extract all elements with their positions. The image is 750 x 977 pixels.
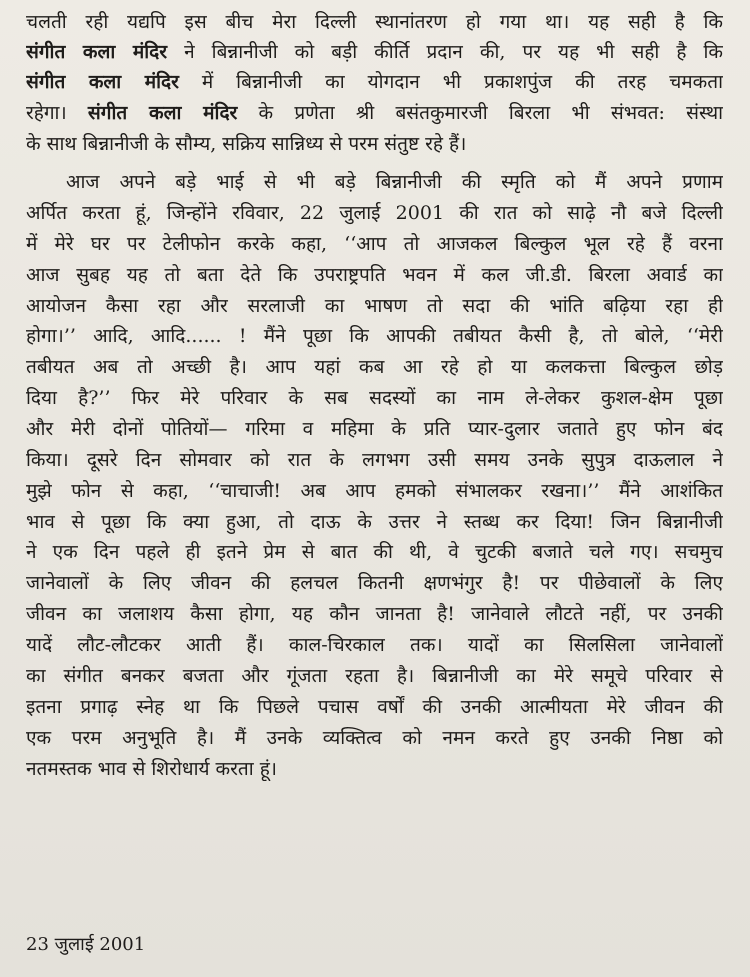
text-segment: आयोजन कैसा रहा और सरलाजी का भाषण तो सदा की भांति बढ़िया रहा ही — [26, 295, 723, 317]
text-segment: रहेगा। — [26, 102, 88, 124]
text-segment: होगा।’’ आदि, आदि...... ! मैंने पूछा कि आपकी तबीयत कैसी है, तो बोले, ‘‘मेरी — [26, 325, 723, 347]
text-segment: एक परम अनुभूति है। मैं उनके व्यक्तित्व को नमन करते हुए उनकी निष्ठा को — [26, 727, 723, 749]
text-segment: अर्पित करता हूं, जिन्होंने रविवार, 22 जुलाई 2001 की रात को साढ़े नौ बजे दिल्ली — [26, 202, 723, 224]
bold-phrase: संगीत कला मंदिर — [26, 71, 179, 93]
text-segment: इतना प्रगाढ़ स्नेह था कि पिछले पचास वर्षों की उनकी आत्मीयता मेरे जीवन की — [26, 696, 723, 718]
text-line — [26, 695, 723, 719]
bold-phrase: संगीत कला मंदिर — [26, 41, 168, 63]
text-line — [26, 201, 723, 225]
text-line — [26, 386, 723, 410]
text-line — [26, 479, 723, 503]
text-segment: ने बिन्नानीजी को बड़ी कीर्ति प्रदान की, पर यह भी सही है कि — [167, 41, 723, 63]
text-segment: आज सुबह यह तो बता देते कि उपराष्ट्रपति भवन में कल जी.डी. बिरला अवार्ड का — [26, 264, 723, 286]
text-segment: किया। दूसरे दिन सोमवार को रात के लगभग उसी समय उनके सुपुत्र दाऊलाल ने — [26, 449, 723, 471]
text-line — [26, 664, 723, 688]
text-segment: भाव से पूछा कि क्या हुआ, तो दाऊ के उत्तर ने स्तब्ध कर दिया! जिन बिन्नानीजी — [26, 511, 723, 533]
text-line — [26, 448, 723, 472]
text-segment: में बिन्नानीजी का योगदान भी प्रकाशपुंज की तरह चमकता — [178, 71, 723, 93]
text-line — [26, 510, 723, 534]
text-line — [26, 602, 723, 626]
text-segment: नतमस्तक भाव से शिरोधार्य करता हूं। — [26, 758, 277, 780]
text-line — [26, 132, 723, 156]
text-line — [26, 101, 723, 125]
bold-phrase: संगीत कला मंदिर — [87, 102, 238, 124]
text-segment: मुझे फोन से कहा, ‘‘चाचाजी! अब आप हमको संभालकर रखना।’’ मैंने आशंकित — [26, 480, 723, 502]
text-line — [26, 355, 723, 379]
text-segment: यादें लौट-लौटकर आती हैं। काल-चिरकाल तक। यादों का सिलसिला जानेवालों — [26, 634, 723, 656]
text-line — [26, 232, 723, 256]
text-segment: और मेरी दोनों पोतियों— गरिमा व महिमा के प्रति प्यार-दुलार जताते हुए फोन बंद — [26, 418, 723, 440]
text-line — [26, 263, 723, 287]
text-line — [26, 757, 723, 781]
text-line — [26, 10, 723, 34]
page-footer-date: 23 जुलाई 2001 — [26, 934, 146, 955]
text-segment: ने एक दिन पहले ही इतने प्रेम से बात की थी, वे चुटकी बजाते चले गए। सचमुच — [26, 541, 723, 563]
text-line — [26, 633, 723, 657]
text-segment: का संगीत बनकर बजता और गूंजता रहता है। बिन्नानीजी का मेरे समूचे परिवार से — [26, 665, 723, 687]
text-line — [26, 40, 723, 64]
text-line — [26, 324, 723, 348]
bleed-through-text — [440, 860, 740, 870]
text-segment: तबीयत अब तो अच्छी है। आप यहां कब आ रहे हो या कलकत्ता बिल्कुल छोड़ — [26, 356, 723, 378]
text-segment: चलती रही यद्यपि इस बीच मेरा दिल्ली स्थानांतरण हो गया था। यह सही है कि — [26, 11, 723, 33]
text-line — [26, 540, 723, 564]
text-line — [26, 417, 723, 441]
text-line — [26, 294, 723, 318]
bleed-through-text — [440, 842, 740, 852]
text-line — [66, 170, 723, 194]
text-segment: दिया है?’’ फिर मेरे परिवार के सब सदस्यों का नाम ले-लेकर कुशल-क्षेम पूछा — [26, 387, 723, 409]
text-segment: के साथ बिन्नानीजी के सौम्य, सक्रिय सान्निध्य से परम संतुष्ट रहे हैं। — [26, 133, 467, 155]
text-line — [26, 726, 723, 750]
text-line — [26, 571, 723, 595]
text-segment: में मेरे घर पर टेलीफोन करके कहा, ‘‘आप तो आजकल बिल्कुल भूल रहे हैं वरना — [26, 233, 723, 255]
text-segment: जानेवालों के लिए जीवन की हलचल कितनी क्षणभंगुर है! पर पीछेवालों के लिए — [26, 572, 723, 594]
text-segment: आज अपने बड़े भाई से भी बड़े बिन्नानीजी की स्मृति को मैं अपने प्रणाम — [66, 171, 723, 193]
text-segment: जीवन का जलाशय कैसा होगा, यह कौन जानता है! जानेवाले लौटते नहीं, पर उनकी — [26, 603, 723, 625]
text-segment: के प्रणेता श्री बसंतकुमारजी बिरला भी संभवत: संस्था — [237, 102, 723, 124]
text-line — [26, 70, 723, 94]
